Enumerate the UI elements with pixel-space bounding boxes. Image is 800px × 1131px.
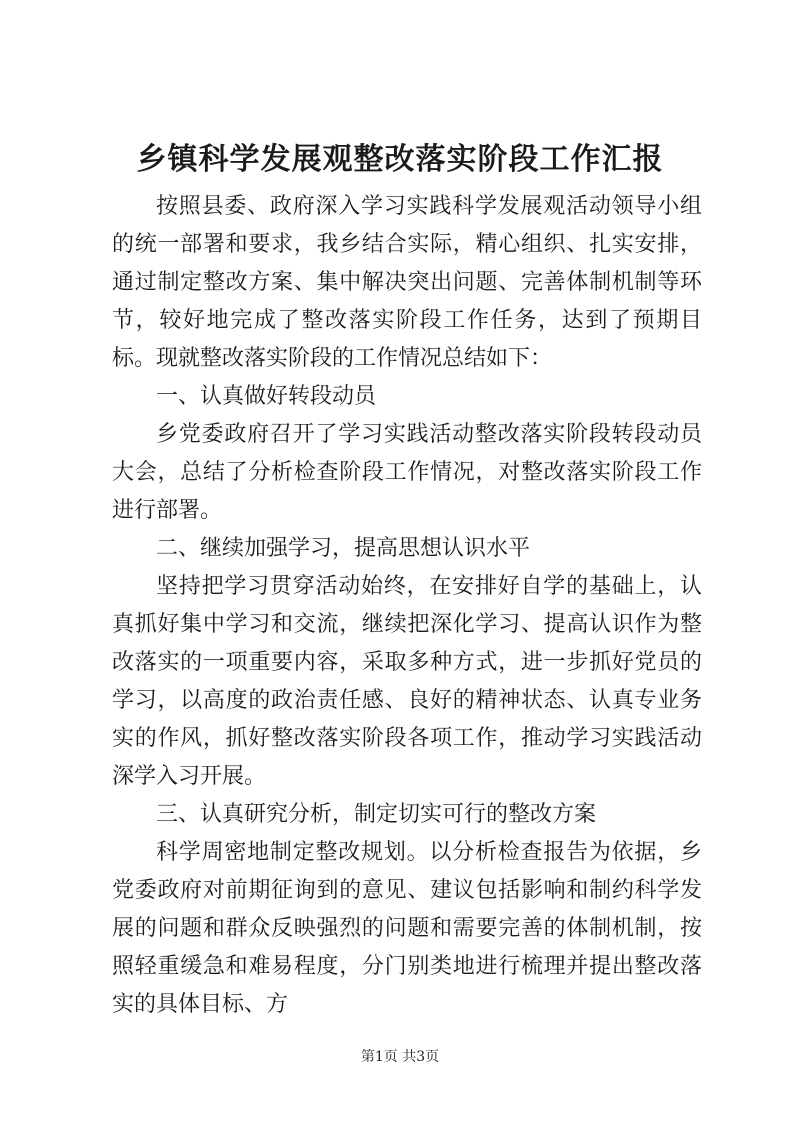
section-heading-2: 二、继续加强学习，提高思想认识水平 [156, 536, 531, 561]
section-1-paragraph: 乡党委政府召开了学习实践活动整改落实阶段转段动员大会，总结了分析检查阶段工作情况，对整改落实阶段工作进行部署。 [112, 422, 702, 523]
section-heading-3: 三、认真研究分析，制定切实可行的整改方案 [156, 802, 597, 827]
document-body [112, 188, 702, 1024]
section-2-paragraph: 坚持把学习贯穿活动始终，在安排好自学的基础上，认真抓好集中学习和交流，继续把深化学习、提高认识作为整改落实的一项重要内容，采取多种方式，进一步抓好党员的学习，以高度的政治责任感、良好的精神状态、认真专业务实的作风，抓好整改落实阶段各项工作，推动学习实践活动深学入习开展。 [112, 574, 702, 789]
page-number-footer: 第1页 共3页 [360, 1049, 440, 1065]
intro-paragraph: 按照县委、政府深入学习实践科学发展观活动领导小组的统一部署和要求，我乡结合实际，精心组织、扎实安排，通过制定整改方案、集中解决突出问题、完善体制机制等环节，较好地完成了整改落实阶段工作任务，达到了预期目标。现就整改落实阶段的工作情况总结如下： [112, 194, 702, 371]
section-3-paragraph: 科学周密地制定整改规划。以分析检查报告为依据，乡党委政府对前期征询到的意见、建议包括影响和制约科学发展的问题和群众反映强烈的问题和需要完善的体制机制，按照轻重缓急和难易程度，分门别类地进行梳理并提出整改落实的具体目标、方 [112, 840, 702, 1017]
section-heading-1: 一、认真做好转段动员 [156, 384, 377, 409]
document-title: 乡镇科学发展观整改落实阶段工作汇报 [136, 142, 664, 177]
